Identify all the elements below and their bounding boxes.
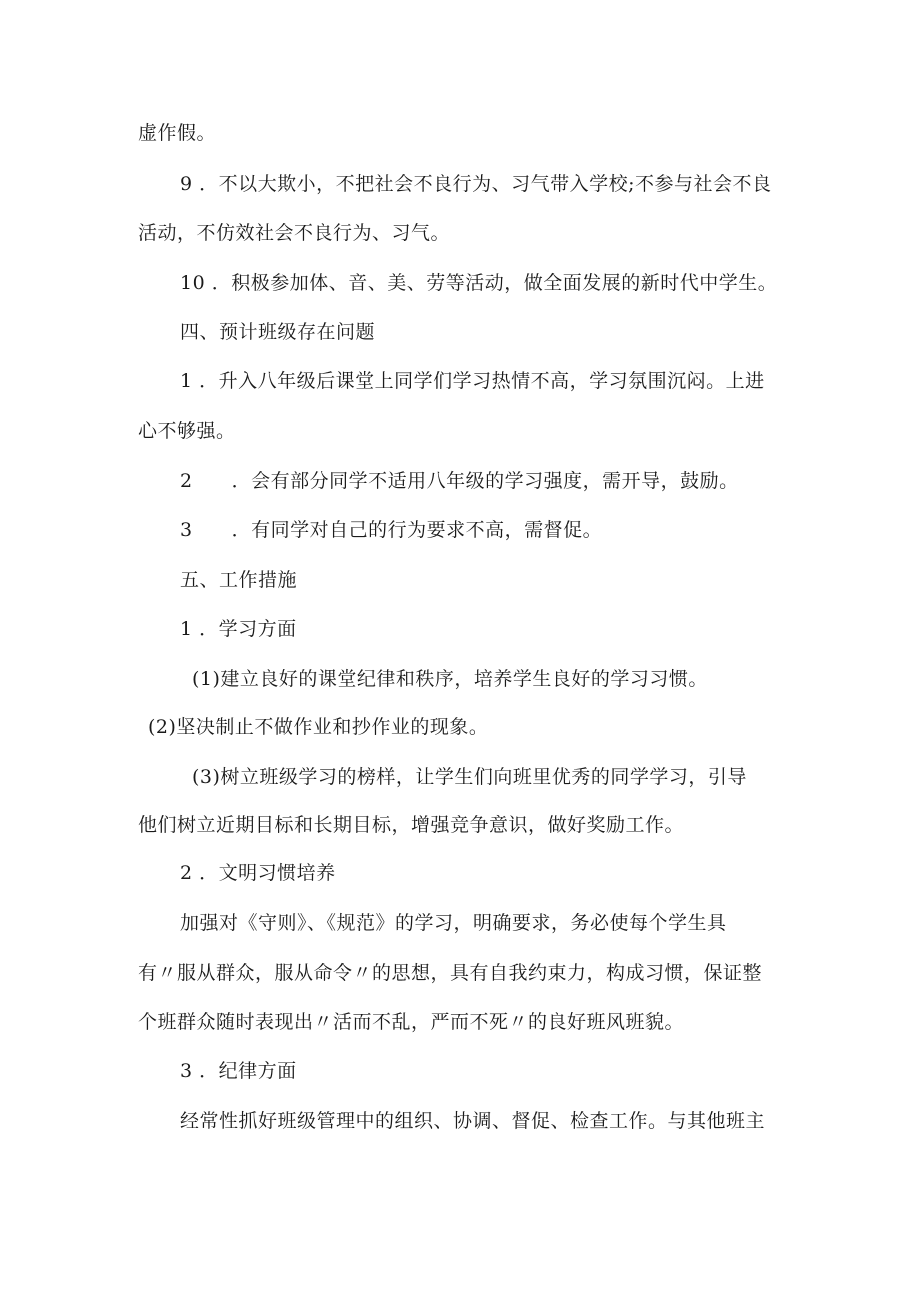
subsection-heading: 3 ．纪律方面 <box>180 1060 297 1082</box>
text-line: 2 ．会有部分同学不适用八年级的学习强度，需开导，鼓励。 <box>180 470 739 492</box>
text-line: 心不够强。 <box>138 420 236 442</box>
text-line: 3 ．有同学对自己的行为要求不高，需督促。 <box>180 519 603 541</box>
text-line: 个班群众随时表现出〃活而不乱，严而不死〃的良好班风班貌。 <box>138 1011 685 1033</box>
text-line: 加强对《守则》、《规范》的学习，明确要求，务必使每个学生具 <box>180 912 727 934</box>
text-line: 有〃服从群众，服从命令〃的思想，具有自我约束力，构成习惯，保证整 <box>138 962 763 984</box>
text-line: (3)树立班级学习的榜样，让学生们向班里优秀的同学学习，引导 <box>192 766 747 788</box>
subsection-heading: 2 ．文明习惯培养 <box>180 862 336 884</box>
text-line: 他们树立近期目标和长期目标，增强竞争意识，做好奖励工作。 <box>138 814 685 836</box>
text-line: 经常性抓好班级管理中的组织、协调、督促、检查工作。与其他班主 <box>180 1110 766 1132</box>
text-line: 虚作假。 <box>138 122 217 144</box>
text-line: 10 ．积极参加体、音、美、劳等活动，做全面发展的新时代中学生。 <box>180 272 778 294</box>
text-line: (1)建立良好的课堂纪律和秩序，培养学生良好的学习习惯。 <box>192 668 708 690</box>
subsection-heading: 1 ．学习方面 <box>180 618 297 640</box>
section-heading: 五、工作措施 <box>180 569 298 591</box>
section-heading: 四、预计班级存在问题 <box>180 321 376 343</box>
text-line: 活动，不仿效社会不良行为、习气。 <box>138 222 451 244</box>
text-line: (2)坚决制止不做作业和抄作业的现象。 <box>148 716 489 738</box>
text-line: 1 ．升入八年级后课堂上同学们学习热情不高，学习氛围沉闷。上进 <box>180 370 765 392</box>
text-line: 9 ．不以大欺小，不把社会不良行为、习气带入学校;不参与社会不良 <box>180 173 772 195</box>
